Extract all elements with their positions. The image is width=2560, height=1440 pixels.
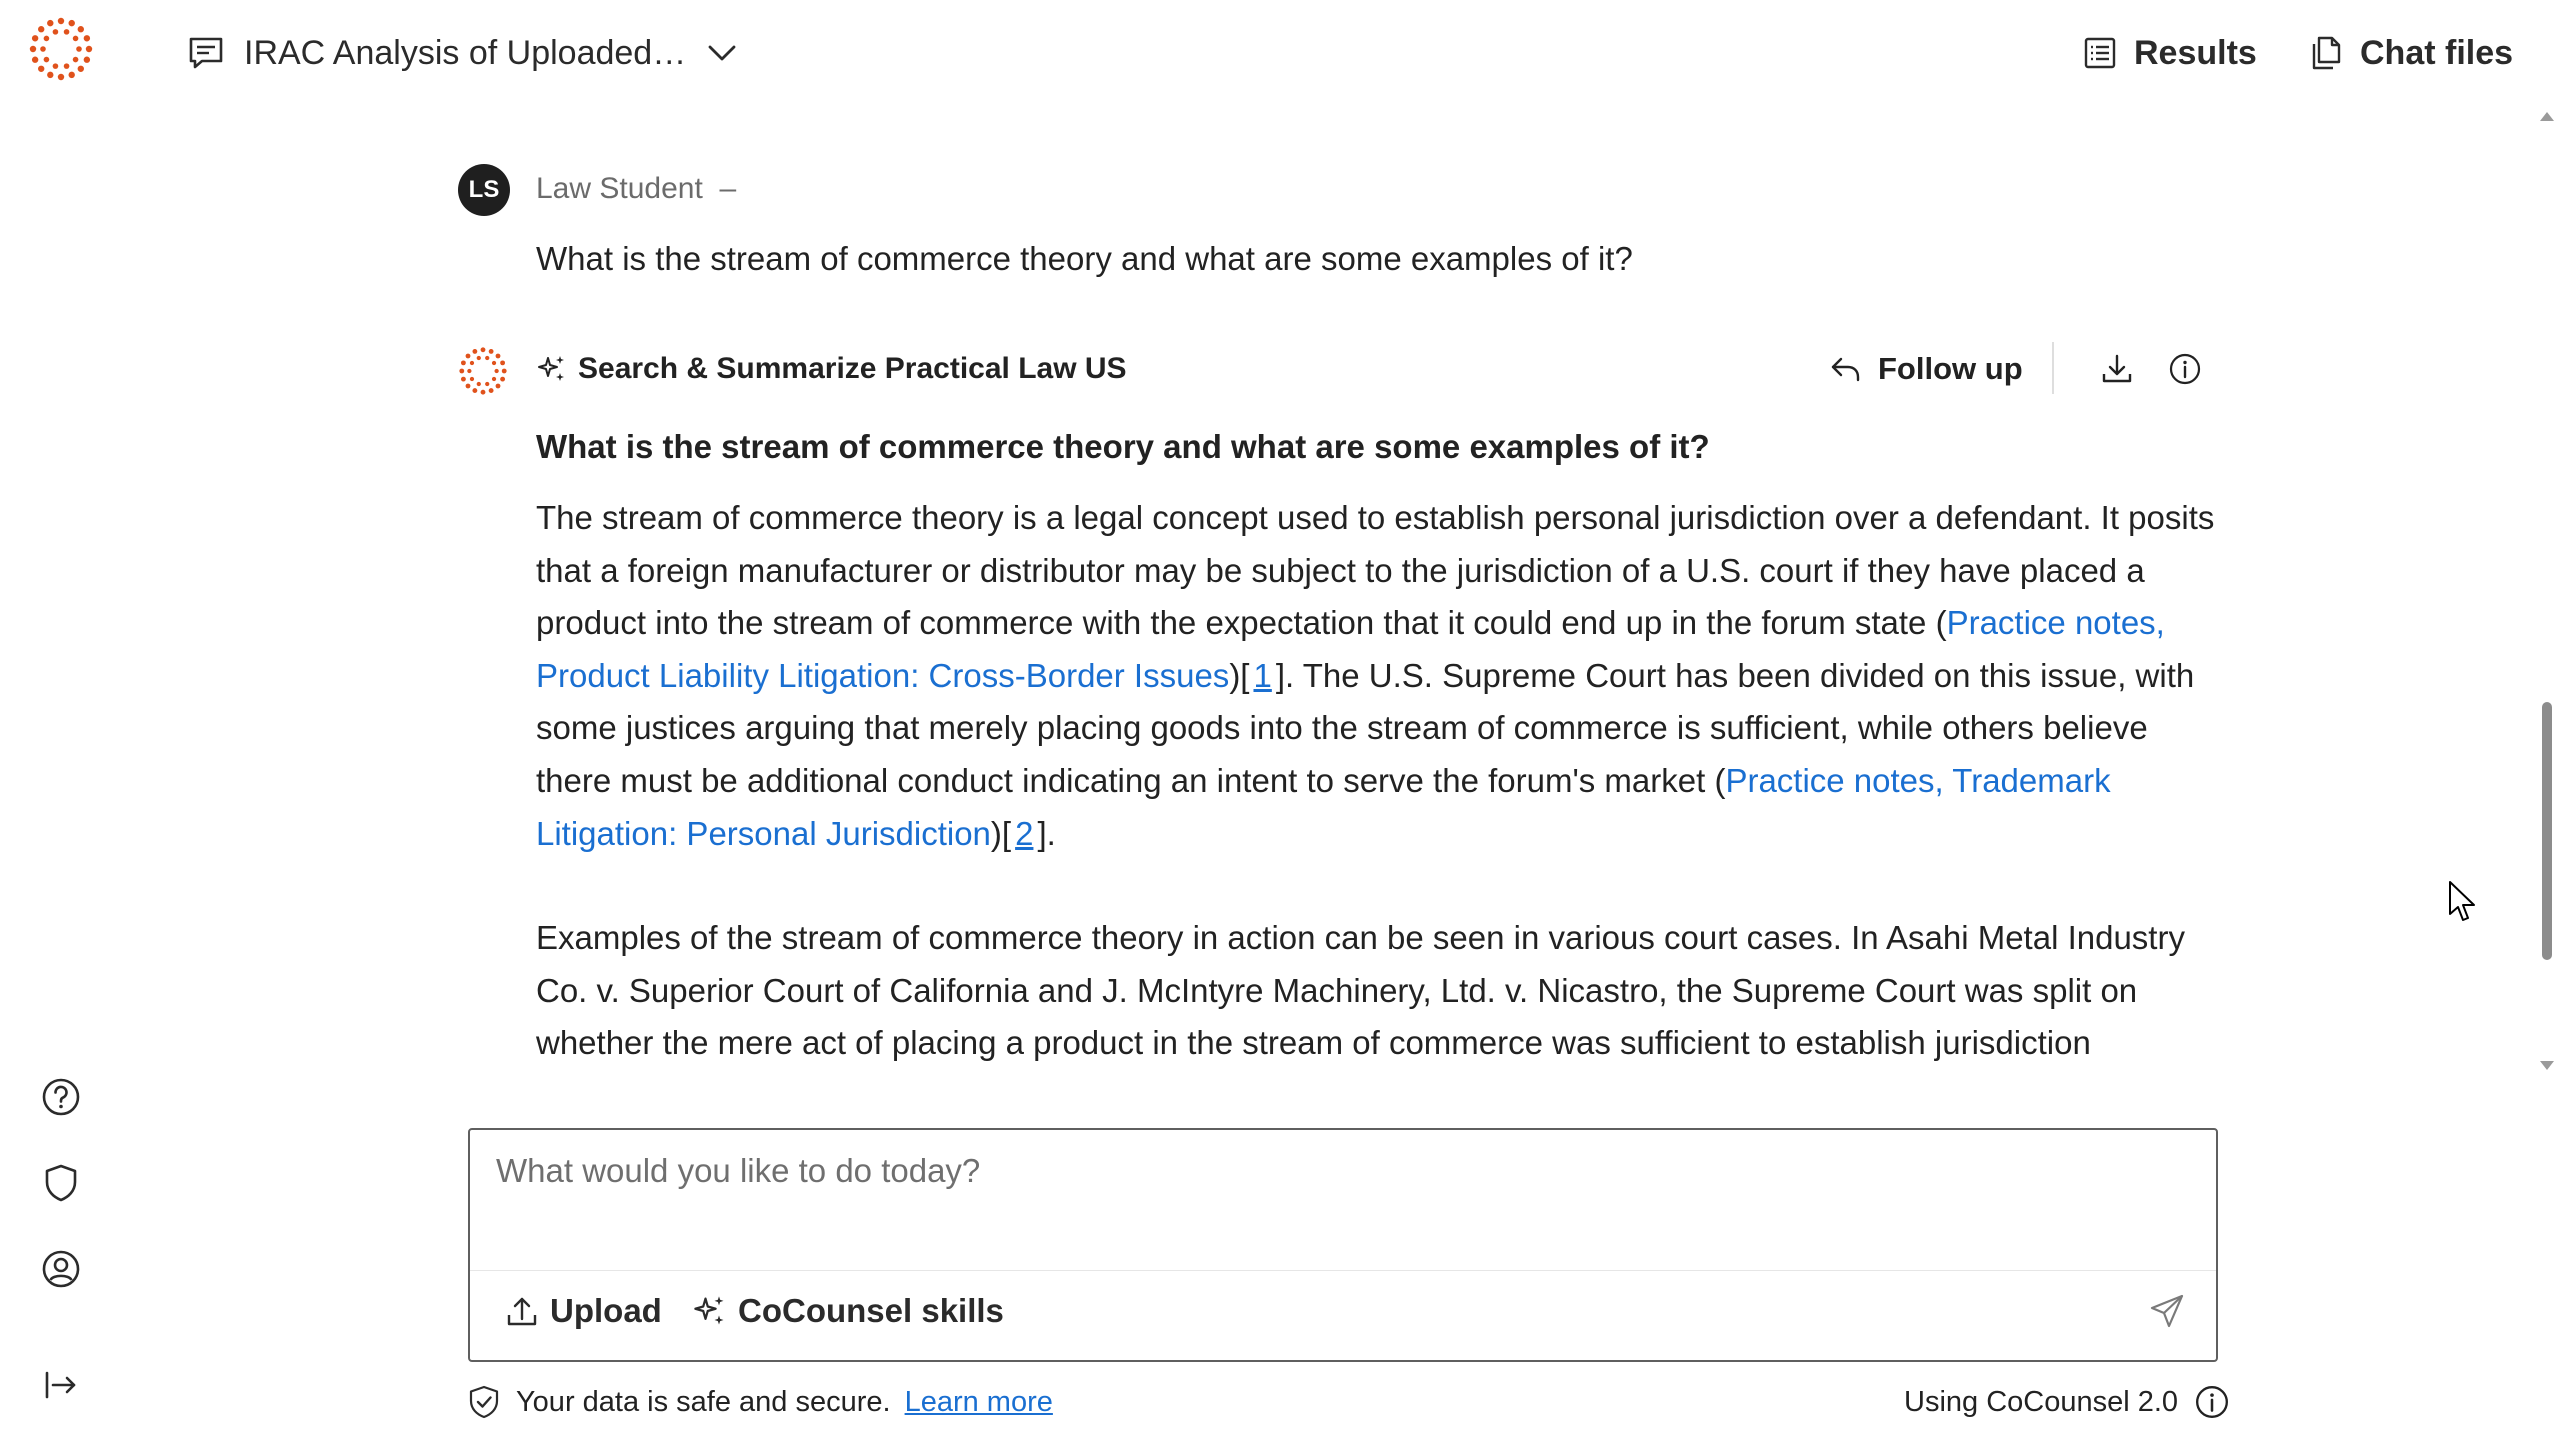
upload-button[interactable] <box>504 1286 662 1336</box>
download-icon[interactable] <box>2094 346 2140 392</box>
answer-paragraph-2: Examples of the stream of commerce theory in action can be seen in various court cases. In Asahi Metal Industry Co. v. Superior Court of California and J. McIntyre Machinery, Ltd. v. Nicastro, the Supreme Court was split on whether the mere act of placing a product in the stream of commerce was sufficient to establish jurisdiction <box>536 919 2185 1062</box>
sparkle-icon <box>692 1293 728 1329</box>
answer-paragraph-1: The stream of commerce theory is a legal concept used to establish personal jurisdiction over a defendant. It posits that a foreign manufacturer or distributor may be subject to the jurisdiction of a U.S. court if they have placed a product into the stream of commerce with the expectation that it could end up in the forum state (Practice notes, Product Liability Litigation: Cross-Border Issues)[ 1 ]. The U.S. Supreme Court has been divided on this issue, with some justices arguing that merely placing goods into the stream of commerce is sufficient, while others believe there must be additional conduct indicating an intent to serve the forum's market (Practice notes, Trademark Litigation: Personal Jurisdiction)[ 2 ]. <box>536 499 2215 852</box>
results-label: Results <box>2134 33 2257 72</box>
help-icon[interactable] <box>36 1072 86 1122</box>
version-text: Using CoCounsel 2.0 <box>1904 1385 2179 1418</box>
data-security-notice <box>466 1382 1053 1422</box>
answer-question: What is the stream of commerce theory and what are some examples of it? <box>536 428 1710 465</box>
shield-icon[interactable] <box>36 1158 86 1208</box>
version-info <box>1904 1382 2230 1422</box>
expand-sidebar-icon[interactable] <box>36 1360 86 1410</box>
safe-text: Your data is safe and secure. <box>516 1385 891 1418</box>
cocounsel-logo-icon <box>458 346 508 396</box>
cocounsel-skills-label: CoCounsel skills <box>738 1292 1004 1329</box>
chat-files-button[interactable] <box>2308 28 2513 78</box>
composer-divider <box>470 1270 2216 1271</box>
follow-up-label: Follow up <box>1878 351 2023 386</box>
citation-2[interactable]: 2 <box>1015 814 1034 852</box>
sparkle-icon <box>536 353 568 385</box>
upload-icon <box>504 1293 540 1329</box>
files-icon <box>2308 35 2344 71</box>
top-header <box>122 0 2560 106</box>
reply-icon <box>1828 352 1862 386</box>
user-message-text: What is the stream of commerce theory and what are some examples of it? <box>536 240 1633 277</box>
user-name: Law Student – <box>536 172 737 205</box>
source-link-product-liability[interactable]: Practice notes, Product Liability Litigation: Cross-Border Issues <box>536 604 2165 694</box>
scroll-down-icon[interactable] <box>2540 1061 2554 1070</box>
shield-check-icon <box>466 1384 502 1420</box>
chat-bubble-icon <box>186 33 226 73</box>
upload-label: Upload <box>550 1292 662 1329</box>
source-link-trademark[interactable]: Practice notes, Trademark Litigation: Personal Jurisdiction <box>536 761 2111 852</box>
skill-name: Search & Summarize Practical Law US <box>578 352 1127 385</box>
chat-title: IRAC Analysis of Uploaded… <box>244 33 687 72</box>
send-icon[interactable] <box>2142 1286 2192 1336</box>
chevron-down-icon <box>704 35 740 71</box>
skill-header <box>536 352 1127 386</box>
learn-more-link[interactable]: Learn more <box>904 1385 1053 1418</box>
scroll-up-icon[interactable] <box>2540 112 2554 121</box>
list-icon <box>2082 35 2118 71</box>
info-icon[interactable] <box>2194 1384 2230 1420</box>
prompt-input[interactable] <box>470 1130 2216 1270</box>
account-icon[interactable] <box>36 1244 86 1294</box>
chat-files-label: Chat files <box>2360 33 2514 72</box>
cocounsel-skills-button[interactable] <box>692 1286 1004 1336</box>
info-icon[interactable] <box>2162 346 2208 392</box>
results-button[interactable] <box>2082 28 2257 78</box>
scrollbar-thumb[interactable] <box>2542 702 2552 960</box>
chat-title-dropdown[interactable] <box>186 28 740 78</box>
mouse-cursor-icon <box>2448 880 2478 924</box>
message-composer <box>468 1128 2218 1362</box>
toolbar-divider <box>2052 342 2054 394</box>
conversation-scrollbar[interactable] <box>2534 106 2560 1076</box>
avatar: LS <box>458 164 510 216</box>
cocounsel-logo-icon[interactable] <box>28 16 94 82</box>
answer-body <box>536 492 2226 1070</box>
follow-up-button[interactable] <box>1828 346 2023 392</box>
left-rail <box>0 0 122 1440</box>
citation-1[interactable]: 1 <box>1253 656 1272 694</box>
